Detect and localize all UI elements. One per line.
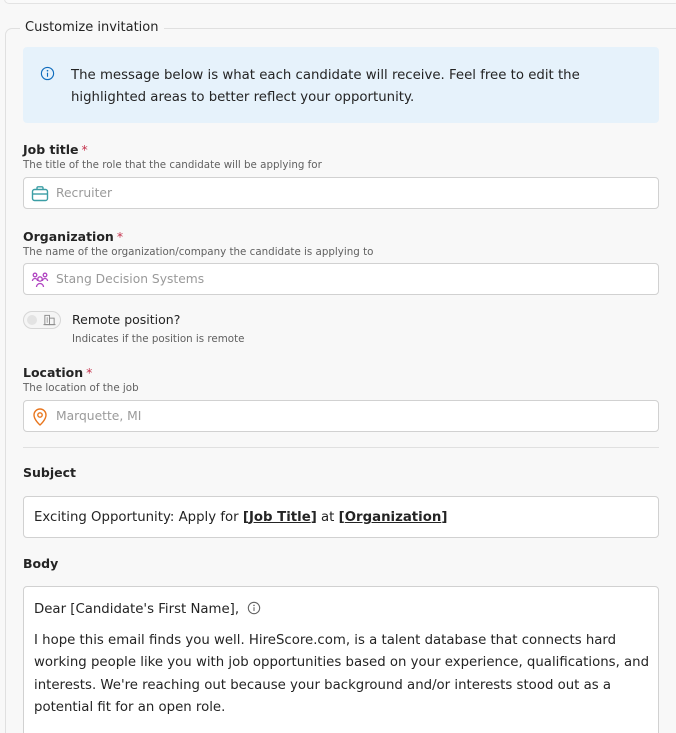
previous-section-edge — [4, 0, 676, 4]
location-label: Location * — [23, 365, 93, 380]
job-title-label: Job title * — [23, 142, 88, 157]
job-title-token[interactable]: Job Title — [248, 510, 311, 525]
organization-placeholder: Stang Decision Systems — [56, 272, 205, 286]
job-title-hint: The title of the role that the candidate will be applying for — [23, 159, 322, 171]
people-icon — [30, 270, 50, 290]
job-title-placeholder: Recruiter — [56, 186, 113, 200]
subject-text: Exciting Opportunity: Apply for [Job Title] at [Organization] — [34, 510, 448, 525]
info-banner — [23, 47, 659, 123]
required-mark: * — [81, 142, 88, 157]
toggle-knob — [27, 315, 37, 325]
info-icon — [40, 66, 55, 81]
info-message: The message below is what each candidate will receive. Feel free to edit the highlighted areas to better reflect your opportunity. — [71, 68, 580, 105]
body-label: Body — [23, 556, 59, 571]
building-icon — [43, 314, 56, 326]
remote-position-toggle[interactable] — [23, 311, 61, 329]
location-pin-icon — [30, 407, 50, 427]
job-title-input[interactable] — [23, 177, 659, 209]
remote-position-label: Remote position? — [72, 312, 181, 327]
location-placeholder: Marquette, MI — [56, 409, 142, 423]
organization-input[interactable] — [23, 263, 659, 295]
required-mark: * — [116, 229, 124, 244]
greeting-line: Dear [Candidate's First Name], — [34, 601, 261, 617]
subject-label: Subject — [23, 465, 76, 480]
remote-position-hint: Indicates if the position is remote — [72, 333, 245, 345]
body-editor[interactable] — [23, 586, 659, 733]
info-icon[interactable] — [247, 601, 261, 615]
required-mark: * — [86, 365, 93, 380]
section-legend: Customize invitation — [20, 20, 164, 35]
organization-label: Organization * — [23, 229, 124, 244]
location-hint: The location of the job — [23, 382, 139, 394]
organization-hint: The name of the organization/company the candidate is applying to — [23, 246, 374, 258]
location-input[interactable] — [23, 400, 659, 432]
body-paragraph: I hope this email finds you well. HireScore.com, is a talent database that connects hard working people like you with job opportunities based on your experience, qualifications, and interests. We're reaching out because your background and/or interests stood out as a potential fit for an open role. — [34, 633, 650, 716]
section-divider — [23, 447, 659, 448]
briefcase-icon — [30, 184, 50, 204]
organization-token[interactable]: Organization — [344, 510, 442, 525]
subject-editor[interactable] — [23, 496, 659, 538]
